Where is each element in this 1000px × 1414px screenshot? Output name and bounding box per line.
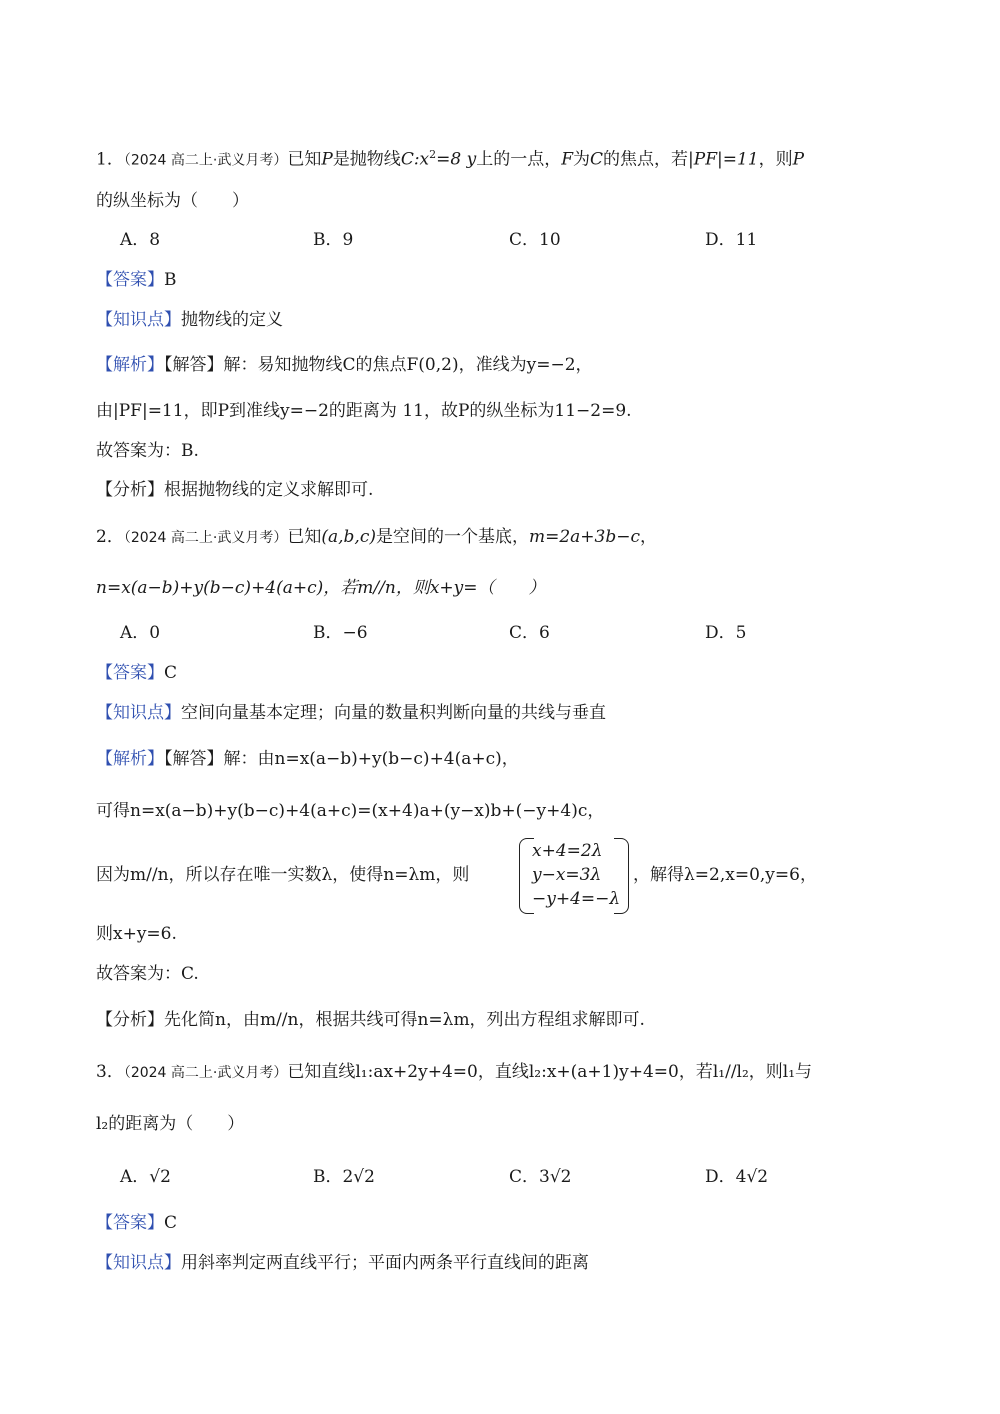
q1-number: 1． — [96, 149, 124, 170]
q1-source: （2024 高二上·武义月考） — [123, 152, 288, 169]
q3-stem-line2: l₂的距离为（ ） — [96, 1114, 245, 1134]
q1-analysis-line2: 由|PF|=11，即P到准线y=−2的距离为 11，故P的纵坐标为11−2=9. — [96, 401, 632, 421]
q1-exp: 2 — [429, 148, 437, 161]
answer-tag: 【答案】 — [96, 663, 164, 683]
q1-knowledge — [96, 307, 283, 333]
q2-analysis-line2: 可得n=x(a−b)+y(b−c)+4(a+c)=(x+4)a+(y−x)b+(−y+4)c， — [96, 801, 605, 821]
knowledge-tag: 【知识点】 — [96, 1253, 181, 1273]
answer-tag: 【答案】 — [96, 270, 164, 290]
q1-var-c: C — [590, 149, 604, 170]
q3-option-b[interactable]: B．2√2 — [313, 1167, 375, 1187]
q2-source: （2024 高二上·武义月考） — [123, 530, 288, 546]
q2-m-def: m=2a+3b−c — [528, 527, 641, 547]
q1-curve: C:x — [400, 149, 430, 170]
q2-option-c[interactable]: C．6 — [509, 623, 550, 643]
analysis-tag: 【解析】 — [96, 749, 164, 769]
q1-curve-b: =8 y — [436, 149, 477, 170]
q1-analysis-text1: 【解答】解：易知抛物线C的焦点F(0,2)，准线为y=−2， — [164, 355, 593, 375]
q1-knowledge-text: 抛物线的定义 — [181, 310, 283, 330]
q2-stem-line2: n=x(a−b)+y(b−c)+4(a+c)，若m//n，则x+y=（ ） — [96, 578, 546, 598]
q2-option-b[interactable]: B．−6 — [313, 623, 368, 643]
q2-analysis-line4: 则x+y=6. — [96, 924, 177, 944]
q3-answer-value: C — [164, 1213, 178, 1233]
q2-analysis-line5: 故答案为：C. — [96, 964, 199, 984]
q2-option-d[interactable]: D．5 — [705, 623, 747, 643]
q1-option-a[interactable]: A．8 — [120, 230, 161, 250]
q1-text-c: 上的一点， — [476, 149, 562, 170]
q2-analysis-line3b: ，解得λ=2,x=0,y=6， — [633, 865, 817, 885]
q1-pf: |PF|=11 — [688, 149, 759, 170]
q3-option-c[interactable]: C．3√2 — [509, 1167, 572, 1187]
q3-answer — [96, 1210, 177, 1236]
equation-system-right-bracket — [614, 838, 629, 914]
q2-system-eq1: x+4=2λ — [532, 841, 603, 861]
q1-text-d: 为 — [573, 149, 591, 170]
q3-source: （2024 高二上·武义月考） — [123, 1065, 288, 1081]
q1-text-e: 的焦点，若 — [603, 149, 689, 170]
q2-comma: ， — [640, 527, 658, 547]
q1-var-p: P — [321, 149, 333, 170]
q1-option-c[interactable]: C．10 — [509, 230, 561, 250]
q2-basis: (a,b,c) — [321, 527, 376, 547]
q1-var-f: F — [561, 149, 574, 170]
q1-text-b: 是抛物线 — [332, 149, 401, 170]
q2-text-b: 是空间的一个基底， — [375, 527, 529, 547]
q1-answer-value: B — [164, 270, 177, 290]
q2-summary: 【分析】先化简n，由m//n，根据共线可得n=λm，列出方程组求解即可. — [96, 1010, 645, 1030]
q1-stem-line2: 的纵坐标为（ ） — [96, 191, 249, 211]
q2-answer — [96, 660, 177, 686]
q2-system-eq3: −y+4=−λ — [532, 889, 621, 909]
answer-tag: 【答案】 — [96, 1213, 164, 1233]
q2-analysis-line1 — [96, 746, 519, 772]
analysis-tag: 【解析】 — [96, 355, 164, 375]
q3-knowledge-text: 用斜率判定两直线平行；平面内两条平行直线间的距离 — [181, 1253, 589, 1273]
q1-text-a: 已知 — [287, 149, 322, 170]
q3-text-line1: 已知直线l₁:ax+2y+4=0，直线l₂:x+(a+1)y+4=0，若l₁//l₂，则l₁与 — [287, 1062, 813, 1082]
knowledge-tag: 【知识点】 — [96, 703, 181, 723]
q2-analysis-line3a: 因为m//n，所以存在唯一实数λ，使得n=λm，则 — [96, 865, 470, 885]
q1-var-p2: P — [792, 149, 805, 170]
q2-analysis-text1: 【解答】解：由n=x(a−b)+y(b−c)+4(a+c)， — [164, 749, 519, 769]
q1-answer — [96, 267, 177, 293]
q1-summary: 【分析】根据抛物线的定义求解即可. — [96, 480, 374, 500]
q1-option-b[interactable]: B．9 — [313, 230, 354, 250]
q2-stem-line1 — [96, 524, 657, 551]
q2-system-eq2: y−x=3λ — [532, 865, 602, 885]
q2-text-a: 已知 — [287, 527, 322, 547]
q3-knowledge — [96, 1250, 589, 1276]
q1-stem-line1 — [96, 142, 804, 174]
q3-stem-line1 — [96, 1059, 812, 1086]
q2-option-a[interactable]: A．0 — [120, 623, 161, 643]
q1-analysis-line3: 故答案为：B. — [96, 441, 199, 461]
knowledge-tag: 【知识点】 — [96, 310, 181, 330]
q3-option-d[interactable]: D．4√2 — [705, 1167, 769, 1187]
q3-number: 3． — [96, 1062, 124, 1082]
q2-number: 2． — [96, 527, 124, 547]
q1-option-d[interactable]: D．11 — [705, 230, 758, 250]
q3-option-a[interactable]: A．√2 — [120, 1167, 171, 1187]
q1-analysis-line1 — [96, 352, 593, 378]
q2-answer-value: C — [164, 663, 178, 683]
q2-knowledge — [96, 700, 606, 726]
q1-text-f: ，则 — [758, 149, 793, 170]
q2-knowledge-text: 空间向量基本定理；向量的数量积判断向量的共线与垂直 — [181, 703, 606, 723]
